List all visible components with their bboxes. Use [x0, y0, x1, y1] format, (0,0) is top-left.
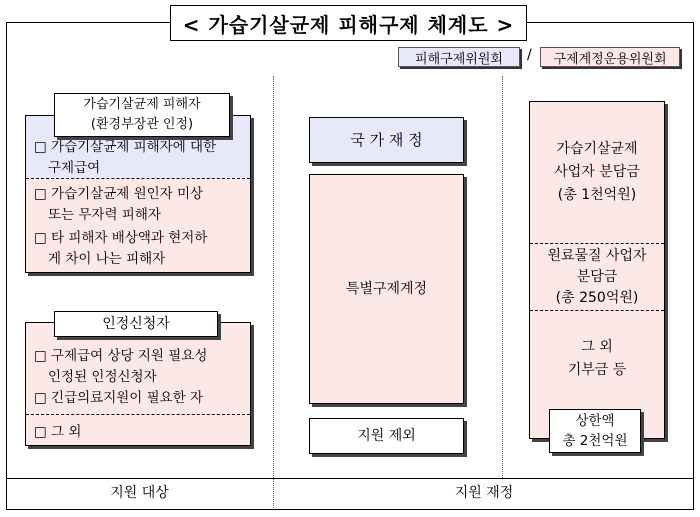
victims-divider [26, 178, 250, 179]
victims-item-2-line-1: □ 가습기살균제 원인자 미상 [34, 186, 204, 202]
special-account-text: 특별구제계정 [345, 280, 428, 297]
victims-label-line-2: (환경부장관 인정) [90, 117, 194, 132]
raw-material-line-2: 분담금 [576, 268, 618, 285]
business-contribution [530, 102, 664, 242]
business-contribution-line-3: (총 1천억원) [557, 186, 637, 203]
cap-label [549, 409, 641, 453]
applicant-item-1 [26, 346, 250, 388]
column-divider-right [502, 76, 503, 478]
applicant-label-text: 인정신청자 [102, 316, 170, 332]
diagram-title: < 가습기살균제 피해구제 체계도 > [170, 5, 527, 41]
applicant-panel [25, 322, 251, 446]
victims-label-line-1: 가습기살균제 피해자 [83, 97, 201, 112]
victims-item-3 [26, 228, 250, 270]
legend-account-committee: 구제계정운용위원회 [540, 47, 680, 67]
applicant-item-2: □ 긴급의료지원이 필요한 자 [34, 390, 204, 406]
applicant-item-3: □ 그 외 [34, 424, 82, 440]
victims-panel [25, 115, 251, 273]
national-finance-box [309, 117, 464, 163]
excluded-text: 지원 제외 [357, 427, 416, 444]
national-finance-text: 국 가 재 정 [350, 130, 423, 149]
special-account-box [309, 174, 464, 404]
business-contribution-line-2: 사업자 분담금 [554, 163, 640, 180]
cap-label-line-1: 상한액 [575, 413, 615, 429]
applicant-divider [26, 414, 250, 415]
victims-item-2-line-2: 또는 무자력 피해자 [48, 207, 161, 223]
victims-item-1 [26, 137, 250, 179]
column-divider-left [273, 76, 274, 508]
raw-material-contribution [530, 244, 664, 310]
victims-item-1-line-2: 구제급여 [48, 160, 101, 176]
applicant-item-1-line-2: 인정된 인정신청자 [48, 369, 157, 385]
raw-material-line-1: 원료물질 사업자 [547, 247, 647, 264]
legend-relief-committee: 피해구제위원회 [398, 47, 520, 67]
victims-item-2 [26, 184, 250, 226]
excluded-box [309, 418, 464, 454]
footer-support-finance: 지원 재정 [454, 485, 514, 501]
footer-support-target: 지원 대상 [110, 485, 169, 501]
applicant-item-1-line-1: □ 구제급여 상당 지원 필요성 [34, 348, 208, 364]
funding-sources-panel [529, 101, 665, 439]
cap-label-line-2: 총 2천억원 [562, 433, 628, 449]
business-contribution-line-1: 가습기살균제 [556, 140, 638, 157]
other-donations-line-2: 기부금 등 [567, 362, 627, 378]
victims-item-3-line-1: □ 타 피해자 배상액과 현저하 [34, 230, 208, 246]
victims-item-1-line-1: □ 가습기살균제 피해자에 대한 [34, 139, 217, 155]
applicant-label [54, 311, 218, 337]
other-donations [530, 327, 664, 391]
funding-divider-2 [530, 310, 664, 311]
victims-item-3-line-2: 게 차이 나는 피해자 [48, 251, 166, 267]
legend-separator: / [527, 47, 532, 63]
victims-label [54, 93, 230, 137]
other-donations-line-1: 그 외 [581, 339, 613, 355]
raw-material-line-3: (총 250억원) [555, 289, 639, 306]
